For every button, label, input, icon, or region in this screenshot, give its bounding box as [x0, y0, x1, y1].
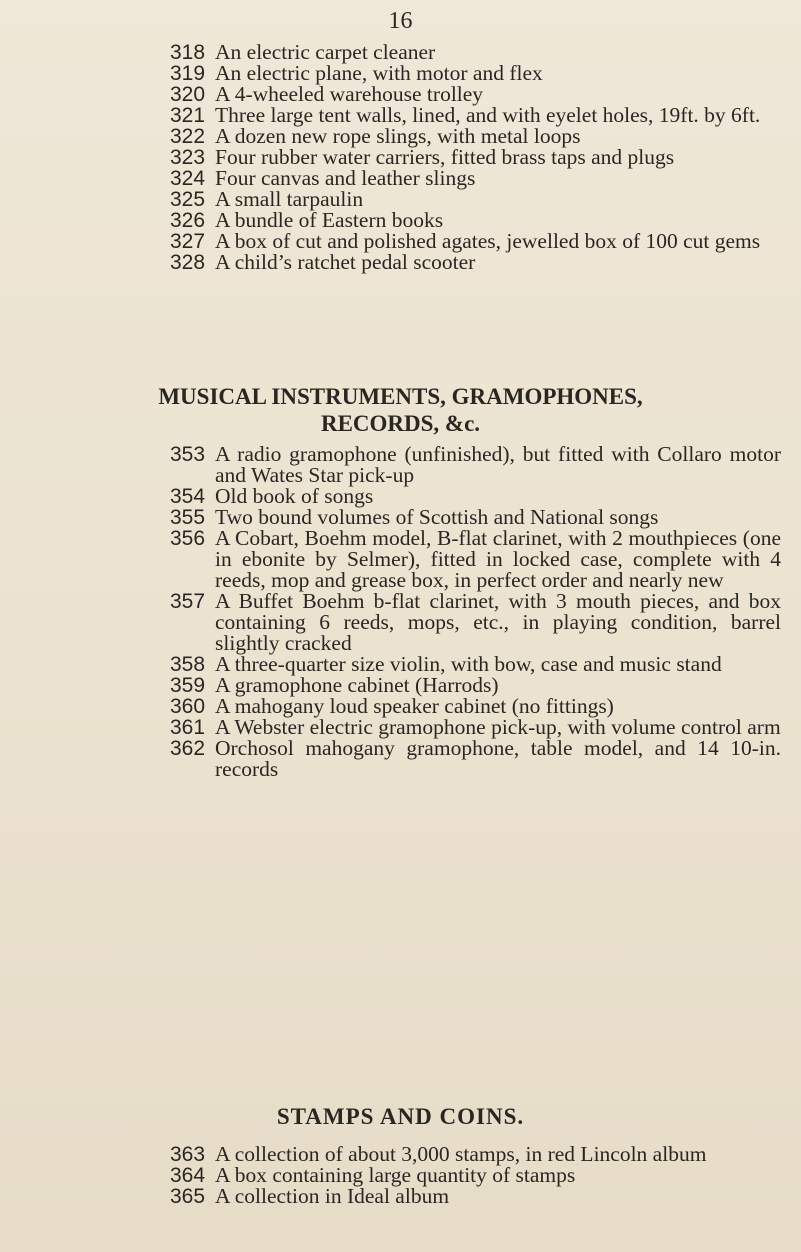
lot-item [0, 738, 801, 780]
lot-description: A child’s ratchet pedal scooter [215, 250, 476, 274]
lot-number: 324 [170, 167, 206, 190]
lot-number: 325 [170, 188, 206, 211]
lot-description: A collection of about 3,000 stamps, in red Lincoln album [215, 1142, 707, 1166]
lot-item [0, 507, 801, 528]
lot-description: Old book of songs [215, 484, 374, 508]
lot-number: 322 [170, 125, 206, 148]
lot-description: A collection in Ideal album [215, 1184, 450, 1208]
lot-description: A Webster electric gramophone pick-up, with volume control arm [215, 715, 781, 739]
lot-number: 363 [170, 1143, 206, 1166]
lot-number: 361 [170, 716, 206, 739]
lot-item [0, 63, 801, 84]
lot-number: 328 [170, 251, 206, 274]
lot-description: A radio gramophone (unfinished), but fitted with Collaro motor and Wates Star pick-up [215, 442, 781, 487]
lot-item [0, 42, 801, 63]
heading-line-1: MUSICAL INSTRUMENTS, GRAMOPHONES, [158, 384, 643, 409]
lot-number: 365 [170, 1185, 206, 1208]
lot-number: 327 [170, 230, 206, 253]
lot-number: 357 [170, 590, 206, 613]
lot-description: Two bound volumes of Scottish and National songs [215, 505, 659, 529]
lot-description: A Cobart, Boehm model, B-flat clarinet, with 2 mouthpieces (one in ebonite by Selmer), fitted in locked case, complete with 4 reeds, mop and grease box, in perfect order and nearly new [215, 526, 781, 592]
lot-description: A gramophone cabinet (Harrods) [215, 673, 499, 697]
lot-item [0, 696, 801, 717]
lot-description: An electric plane, with motor and flex [215, 61, 543, 85]
lot-description: Orchosol mahogany gramophone, table model, and 14 10-in. records [215, 736, 781, 781]
lot-number: 364 [170, 1164, 206, 1187]
lots-music-section [0, 444, 801, 780]
lot-description: A box of cut and polished agates, jewelled box of 100 cut gems [215, 229, 761, 253]
lot-item [0, 444, 801, 486]
lot-item [0, 126, 801, 147]
lot-description: A small tarpaulin [215, 187, 364, 211]
lot-item [0, 231, 801, 252]
lots-general-section [0, 42, 801, 273]
section-heading-music [0, 383, 801, 437]
lot-number: 320 [170, 83, 206, 106]
lot-description: Four rubber water carriers, fitted brass taps and plugs [215, 145, 675, 169]
lot-description: A dozen new rope slings, with metal loops [215, 124, 581, 148]
lot-item [0, 147, 801, 168]
lot-number: 355 [170, 506, 206, 529]
lot-item [0, 84, 801, 105]
lot-item [0, 189, 801, 210]
lot-description: An electric carpet cleaner [215, 40, 436, 64]
lot-number: 358 [170, 653, 206, 676]
lot-description: Four canvas and leather slings [215, 166, 476, 190]
lot-item [0, 1144, 801, 1165]
lot-description: A box containing large quantity of stamps [215, 1163, 576, 1187]
heading-line-2: RECORDS, &c. [320, 411, 481, 436]
page-number: 16 [388, 8, 413, 34]
lot-description: A mahogany loud speaker cabinet (no fittings) [215, 694, 614, 718]
lot-number: 354 [170, 485, 206, 508]
lot-description: Three large tent walls, lined, and with eyelet holes, 19ft. by 6ft. [215, 103, 761, 127]
lot-item [0, 654, 801, 675]
lot-item [0, 252, 801, 273]
section-heading-stamps: STAMPS AND COINS. [276, 1104, 525, 1129]
lot-item [0, 591, 801, 654]
lot-item [0, 486, 801, 507]
lot-item [0, 1186, 801, 1207]
lot-item [0, 210, 801, 231]
lot-number: 360 [170, 695, 206, 718]
lot-description: A bundle of Eastern books [215, 208, 444, 232]
lot-description: A 4-wheeled warehouse trolley [215, 82, 484, 106]
lot-description: A Buffet Boehm b-flat clarinet, with 3 mouth pieces, and box containing 6 reeds, mops, etc., in playing condition, barrel slightly cracked [215, 589, 781, 655]
lot-number: 319 [170, 62, 206, 85]
lot-number: 353 [170, 443, 206, 466]
lot-number: 326 [170, 209, 206, 232]
lot-item [0, 717, 801, 738]
lot-number: 318 [170, 41, 206, 64]
lot-number: 323 [170, 146, 206, 169]
lot-number: 359 [170, 674, 206, 697]
lot-number: 356 [170, 527, 206, 550]
lot-item [0, 168, 801, 189]
lot-number: 321 [170, 104, 206, 127]
lots-stamps-section [0, 1144, 801, 1207]
lot-number: 362 [170, 737, 206, 760]
lot-description: A three-quarter size violin, with bow, case and music stand [215, 652, 722, 676]
lot-item [0, 675, 801, 696]
lot-item [0, 528, 801, 591]
lot-item [0, 105, 801, 126]
lot-item [0, 1165, 801, 1186]
